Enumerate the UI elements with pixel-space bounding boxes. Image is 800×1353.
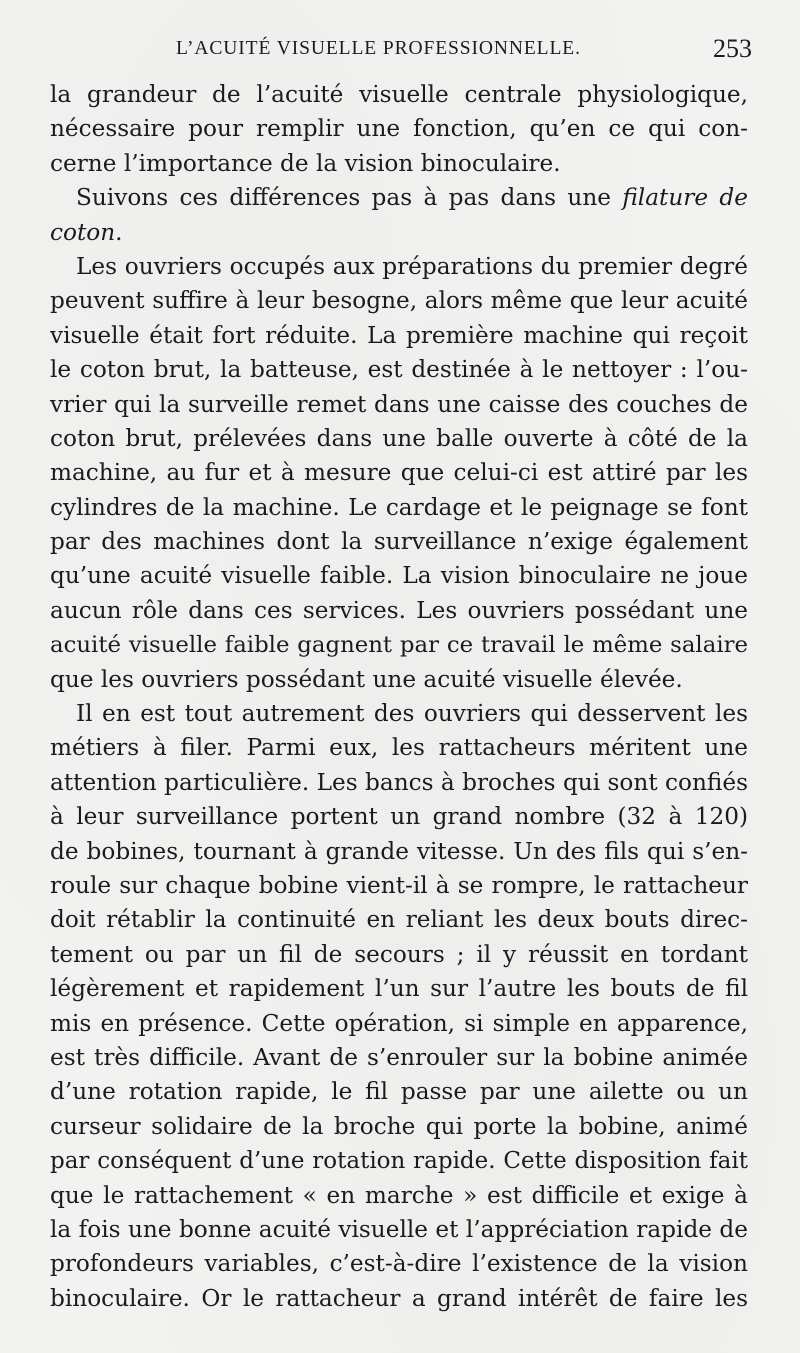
page-header bbox=[176, 34, 752, 68]
text-line: qu’une acuité visuelle faible. La vision binoculaire ne joue bbox=[50, 562, 748, 590]
paragraph-start-line: Les ouvriers occupés aux préparations du premier degré bbox=[76, 252, 748, 280]
text-line: le coton brut, la batteuse, est destinée à le nettoyer : l’ou- bbox=[50, 356, 748, 384]
paragraph-end-line: coton. bbox=[50, 218, 123, 246]
text-line: par conséquent d’une rotation rapide. Cette disposition fait bbox=[50, 1148, 748, 1175]
text-line: que le rattachement « en marche » est difficile et exige à bbox=[50, 1181, 748, 1209]
text-line: métiers à filer. Parmi eux, les rattacheurs méritent une bbox=[50, 734, 748, 762]
text-line: coton brut, prélevées dans une balle ouverte à côté de la bbox=[50, 424, 748, 452]
text-line: attention particulière. Les bancs à broches qui sont confiés bbox=[50, 768, 748, 796]
text-line: machine, au fur et à mesure que celui-ci est attiré par les bbox=[50, 459, 748, 487]
text-line: par des machines dont la surveillance n’exige également bbox=[50, 528, 748, 556]
body-text bbox=[50, 78, 748, 1316]
text-line: vrier qui la surveille remet dans une caisse des couches de bbox=[50, 390, 748, 418]
text-line: visuelle était fort réduite. La première machine qui reçoit bbox=[50, 321, 748, 349]
text-line: mis en présence. Cette opération, si simple en apparence, bbox=[50, 1009, 748, 1037]
text-line: à leur surveillance portent un grand nombre (32 à 120) bbox=[50, 803, 748, 831]
text-line: doit rétablir la continuité en reliant les deux bouts direc- bbox=[50, 906, 748, 934]
text-line: acuité visuelle faible gagnent par ce travail le même salaire bbox=[50, 632, 748, 659]
text-line: tement ou par un fil de secours ; il y réussit en tordant bbox=[50, 940, 748, 968]
text-line: de bobines, tournant à grande vitesse. Un des fils qui s’en- bbox=[50, 837, 748, 865]
text-line: légèrement et rapidement l’un sur l’autre les bouts de fil bbox=[50, 975, 748, 1003]
paragraph-end-line: cerne l’importance de la vision binoculaire. bbox=[50, 149, 561, 177]
running-head: L’ACUITÉ VISUELLE PROFESSIONNELLE. bbox=[176, 38, 581, 59]
italic-text: filature de bbox=[622, 184, 748, 212]
text-line: d’une rotation rapide, le fil passe par une ailette ou un bbox=[50, 1078, 748, 1106]
text-line: binoculaire. Or le rattacheur a grand intérêt de faire les bbox=[50, 1284, 748, 1312]
paragraph-start-line: Suivons ces différences pas à pas dans une filature de bbox=[76, 184, 748, 212]
paragraph-end-line: que les ouvriers possédant une acuité visuelle élevée. bbox=[50, 665, 683, 693]
text-line: curseur solidaire de la broche qui porte la bobine, animé bbox=[50, 1112, 748, 1140]
text-line: peuvent suffire à leur besogne, alors même que leur acuité bbox=[50, 287, 748, 315]
text-line: aucun rôle dans ces services. Les ouvriers possédant une bbox=[50, 596, 748, 624]
text-line: profondeurs variables, c’est-à-dire l’existence de la vision bbox=[50, 1250, 748, 1278]
page-number: 253 bbox=[713, 34, 752, 63]
paragraph-start-line: Il en est tout autrement des ouvriers qui desservent les bbox=[76, 700, 748, 728]
text-line: cylindres de la machine. Le cardage et le peignage se font bbox=[50, 493, 748, 521]
text-line: nécessaire pour remplir une fonction, qu’en ce qui con- bbox=[50, 115, 748, 143]
text-line: la fois une bonne acuité visuelle et l’appréciation rapide de bbox=[50, 1215, 748, 1243]
text-line: est très difficile. Avant de s’enrouler sur la bobine animée bbox=[50, 1043, 748, 1071]
italic-text: coton bbox=[50, 218, 116, 246]
text-line: roule sur chaque bobine vient-il à se rompre, le rattacheur bbox=[50, 871, 748, 899]
text-line: la grandeur de l’acuité visuelle centrale physiologique, bbox=[50, 81, 748, 108]
